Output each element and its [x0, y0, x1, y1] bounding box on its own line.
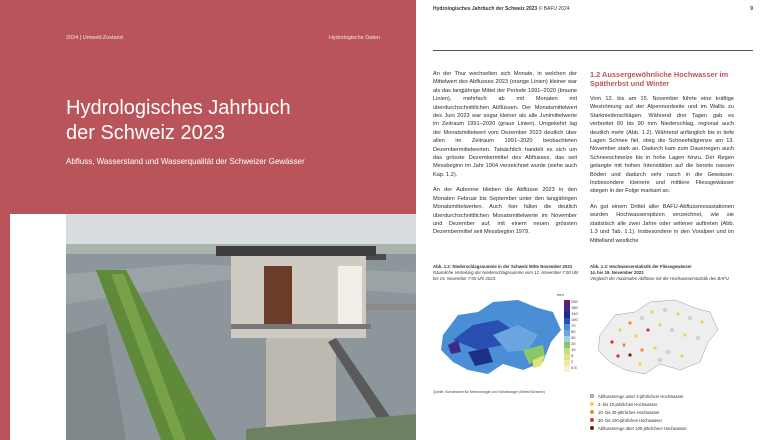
- flood-statistics-map: [590, 290, 740, 385]
- paragraph-november: Vom 12. bis am 15. November führte eine kräftige Weströmung auf der Alpennordseite und im Wallis zu Starkniederschlägen. Während drei Tagen gab es verbreitet 60 bis 90 mm Niederschlag, regional auch deutlich mehr (Abb. 1.2). Während anfänglich bis in tiefe Lagen Schnee fiel, stieg die Schneefallgrenze am 13. November stark an. Dadurch kam zum Dauerregen auch Schneeschmelze bis in hohe Lagen hinzu. Der Regen gelangte mit hohen Intensitäten auf die bereits nassen Böden und dadurch sehr rasch in die Gewässer. Insbesondere kleinere und mittlere Fliessgewässer stiegen in der Folge markant an.: [590, 96, 734, 195]
- scale-label-140: 140: [571, 311, 578, 316]
- scale-label-0-5: 0.5: [571, 365, 577, 370]
- scale-unit: mm: [557, 292, 564, 297]
- left-header-series: 2024 | Umwelt-Zustand: [66, 35, 123, 41]
- legend-item-2-10: [590, 400, 750, 408]
- legend-dot-darkred: [590, 426, 594, 430]
- figure-1-3-description: Vergleich der maximalen Abflüsse mit der Hochwasserstatistik des BAFU: [590, 276, 729, 281]
- figure-1-2-source: Quelle: Bundesamt für Meteorologie und Klimatologie (MeteoSchweiz): [433, 390, 545, 394]
- scale-label-70: 70: [571, 323, 576, 328]
- scale-label-5: 5: [571, 353, 574, 358]
- legend-dot-gray: [590, 394, 594, 398]
- left-header-section: Hydrologische Daten: [328, 35, 380, 41]
- flood-photo: [66, 214, 416, 440]
- left-header: [66, 35, 380, 45]
- cover-subtitle: Abfluss, Wasserstand und Wasserqualität der Schweizer Gewässer: [66, 157, 305, 166]
- legend-item-under-2: [590, 392, 750, 400]
- paragraph-thur: An der Thur wechselten sich Monate, in welchen der Mittelwert des Abflusses 2023 (orange Linien) kleiner war als das langjährige Mittel der Periode 1991–2020 (braune Linien), mehrfach ab mit Monaten mit überdurchschnittlichen Abflüssen. Der Monatsmittelwert des Juni 2023 war sogar kleiner als alle Junimittelwerte im Zeitraum 1991–2020 (graue Linien). Umgekehrt lag der Monatsmittelwert vom Dezember 2023 deutlich über allen im Zeitraum 1991–2020 beobachteten Dezembermittelwerten. Tatsächlich handelt es sich um das grösste Dezembermittel des Abflusses, das seit Messbeginn im Jahr 1904 verzeichnet wurde (siehe auch Kap. 1.2).: [433, 71, 577, 178]
- paragraph-stations: An gut einem Drittel aller BAFU-Abflussmessstationen wurden Hochwasserspitzen verzeichnet, wie sie statistisch alle zwei Jahre oder seltener auftreten (Abb. 1.3 und Tab. 1.1). Insbesondere in den Voralpen und im Mittelland westliche: [590, 203, 734, 244]
- scale-label-50: 50: [571, 329, 576, 334]
- running-head-copyright: © BAFU 2024: [537, 6, 570, 12]
- legend-item-30-100: [590, 416, 750, 424]
- figure-1-2-caption: [433, 264, 583, 282]
- figure-1-3-title: Abb. 1.3: Hochwasserstatistik der Fliessgewässer: [590, 264, 692, 269]
- legend-label: 2- bis 10-jährliches Hochwasser: [598, 401, 658, 407]
- legend-label: Abflussmenge unter 2-jährlichem Hochwasser: [598, 393, 684, 399]
- flood-legend: [590, 392, 750, 432]
- section-title: 1.2 Aussergewöhnliche Hochwasser im Spätherbst und Winter: [590, 70, 729, 88]
- cover-strip: [0, 214, 10, 440]
- legend-item-10-30: [590, 408, 750, 416]
- text-column-left: [433, 70, 577, 244]
- running-head-title: Hydrologisches Jahrbuch der Schweiz 2023: [433, 6, 538, 12]
- figure-1-2-description: Räumliche Verteilung der Niederschlagssumme vom 12. November 7:00 Uhr bis 15. November 7:00 Uhr 2023.: [433, 270, 579, 281]
- legend-dot-yellow: [590, 402, 594, 406]
- right-page: [416, 0, 760, 440]
- scale-label-2: 2: [571, 359, 574, 364]
- figure-1-3-caption: [590, 264, 740, 282]
- figure-1-3-date: 14. bis 19. November 2023: [590, 270, 644, 275]
- legend-label: 30- bis 100-jährliches Hochwasser: [598, 417, 663, 423]
- page-number: 9: [750, 6, 753, 12]
- cover-title-line1: Hydrologisches Jahrbuch: [66, 97, 291, 119]
- text-column-right: [590, 70, 734, 252]
- flood-photo-illustration: [66, 214, 416, 440]
- legend-item-over-100: [590, 424, 750, 432]
- legend-label: Abflussmenge über 100-jährlichem Hochwasser: [598, 425, 687, 431]
- legend-dot-orange: [590, 410, 594, 414]
- cover-title-line2: der Schweiz 2023: [66, 122, 225, 144]
- cover-title: [66, 96, 396, 146]
- scale-label-30: 30: [571, 335, 576, 340]
- scale-label-20: 20: [571, 341, 576, 346]
- scale-label-180: 180: [571, 305, 578, 310]
- legend-dot-red: [590, 418, 594, 422]
- header-rule: [433, 50, 753, 51]
- paragraph-aubonne: An der Aubonne blieben die Abflüsse 2023 in den Monaten Februar bis September unter den langjährigen Monatsmittelwerten. Auch hier fallen die deutlich überdurchschnittlichen Monatsmittelwerte im November und Dezember auf, mit einem neuen grössten Dezembermittel seit Messbeginn 1979.: [433, 187, 577, 236]
- scale-label-100: 100: [571, 317, 578, 322]
- scale-label-250: 250: [571, 299, 578, 304]
- running-head: [433, 6, 753, 12]
- figure-1-2-title: Abb. 1.2: Niederschlagssumme in der Schweiz Mitte November 2023: [433, 264, 572, 269]
- legend-label: 10- bis 30-jährliches Hochwasser: [598, 409, 660, 415]
- precipitation-map: [433, 290, 583, 385]
- scale-label-10: 10: [571, 347, 576, 352]
